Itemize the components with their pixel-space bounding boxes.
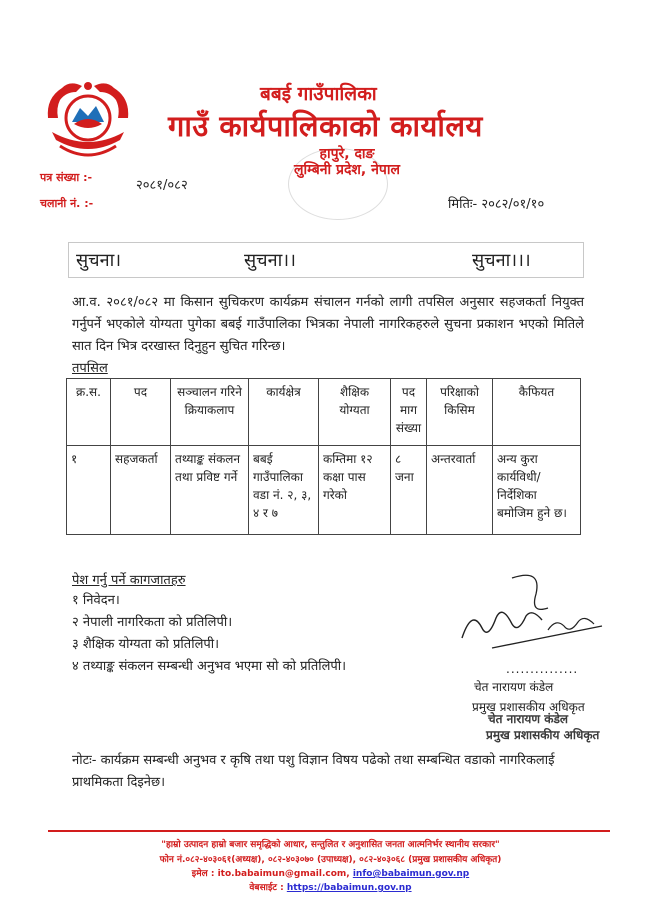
signature-line: ............... xyxy=(506,662,579,676)
table-cell: तथ्याङ्क संकलन तथा प्रविष्ट गर्ने xyxy=(171,446,249,535)
list-item: १ निवेदन। xyxy=(72,593,120,608)
column-header: सञ्चालन गरिने क्रियाकलाप xyxy=(171,379,249,446)
table-cell: बबई गाउँपालिका वडा नं. २, ३, ४ र ७ xyxy=(249,446,319,535)
required-documents-heading: पेश गर्नु पर्ने कागजातहरु xyxy=(72,573,186,588)
letter-date: मितिः- २०८२/०१/१० xyxy=(448,197,545,212)
office-name: गाउँ कार्यपालिकाको कार्यालय xyxy=(168,109,483,143)
table-cell: कम्तिमा १२ कक्षा पास गरेको xyxy=(319,446,391,535)
note-paragraph: नोटः- कार्यक्रम सम्बन्धी अनुभव र कृषि तथा पशु विज्ञान विषय पढेको तथा सम्बन्धित वडाको नागरिकलाई प्राथमिकता दिइनेछ। xyxy=(72,753,555,790)
address-line-2: लुम्बिनी प्रदेश, नेपाल xyxy=(294,162,400,178)
footer-motto: "हाम्रो उत्पादन हाम्रो बजार समृद्धिको आधार, सन्तुलित र अनुशासित जनता आत्मनिर्भर स्थानीय सरकार" xyxy=(161,840,500,850)
notice-title-2: सुचना।। xyxy=(244,250,296,271)
dispatch-number-label: चलानी नं. :- xyxy=(40,197,94,210)
column-header: पद माग संख्या xyxy=(391,379,427,446)
table-cell: अन्य कुरा कार्यविधी/निर्देशिका बमोजिम हुने छ। xyxy=(493,446,581,535)
officer-stamp-name: चेत नारायण कंडेल xyxy=(488,712,569,726)
officer-title: प्रमुख प्रशासकीय अधिकृत xyxy=(472,700,585,714)
footer-website xyxy=(0,880,661,893)
reference-number-label: पत्र संख्या :- xyxy=(40,171,93,184)
table-cell: सहजकर्ता xyxy=(111,446,171,535)
table-cell: अन्तरवार्ता xyxy=(427,446,493,535)
handwritten-signature xyxy=(452,568,612,668)
website-link[interactable]: https://babaimun.gov.np xyxy=(286,883,412,893)
column-header: कार्यक्षेत्र xyxy=(249,379,319,446)
notice-body-paragraph: आ.व. २०८१/०८२ मा किसान सुचिकरण कार्यक्रम संचालन गर्नको लागी तपसिल अनुसार सहजकर्ता नियुक्त गर्नुपर्ने भएकोले योग्यता पुगेका बबई गाउँपालिका भित्रका नेपाली नागरिकहरुले सुचना प्रकाशन भएको मितिले सात दिन भित्र दरखास्त दिनुहुन सुचित गरिन्छ। xyxy=(72,295,584,354)
municipality-name: बबई गाउँपालिका xyxy=(260,83,377,105)
office-address xyxy=(292,146,402,178)
details-heading: तपसिल xyxy=(72,361,108,376)
email-link-1[interactable]: ito.babaimun@gmail.com, xyxy=(217,869,350,879)
email-label: इमेल : xyxy=(191,869,215,879)
list-item: ३ शैक्षिक योग्यता को प्रतिलिपी। xyxy=(72,637,220,652)
notice-title-3: सुचना।।। xyxy=(472,250,531,271)
list-item: ४ तथ्याङ्क संकलन सम्बन्धी अनुभव भएमा सो को प्रतिलिपी। xyxy=(72,659,347,674)
address-line-1: हापुरे, दाङ xyxy=(319,146,375,162)
email-link-2[interactable]: info@babaimun.gov.np xyxy=(352,869,470,879)
list-item: २ नेपाली नागरिकता को प्रतिलिपी। xyxy=(72,615,233,630)
footer-phone: फोन नं.०८२-४०३०६१(अध्यक्ष), ०८२-४०३०७० (उपाध्यक्ष), ०८२-४०३०६८ (प्रमुख प्रशासकीय अधिकृत) xyxy=(159,855,502,865)
nepal-emblem-logo xyxy=(40,78,136,170)
officer-name: चेत नारायण कंडेल xyxy=(474,680,554,694)
column-header: परिक्षाको किसिम xyxy=(427,379,493,446)
footer-email xyxy=(0,866,661,879)
column-header: पद xyxy=(111,379,171,446)
column-header: शैक्षिक योग्यता xyxy=(319,379,391,446)
column-header: क्र.स. xyxy=(67,379,111,446)
vacancy-table xyxy=(66,378,581,535)
table-row xyxy=(67,446,581,535)
table-cell: ८ जना xyxy=(391,446,427,535)
reference-number-value: २०८१/०८२ xyxy=(136,178,188,193)
footer-divider xyxy=(48,830,610,832)
officer-stamp-title: प्रमुख प्रशासकीय अधिकृत xyxy=(486,728,600,742)
table-header-row xyxy=(67,379,581,446)
website-label: वेबसाईट : xyxy=(249,883,284,893)
column-header: कैफियत xyxy=(493,379,581,446)
notice-title-1: सुचना। xyxy=(76,250,122,271)
table-cell: १ xyxy=(67,446,111,535)
